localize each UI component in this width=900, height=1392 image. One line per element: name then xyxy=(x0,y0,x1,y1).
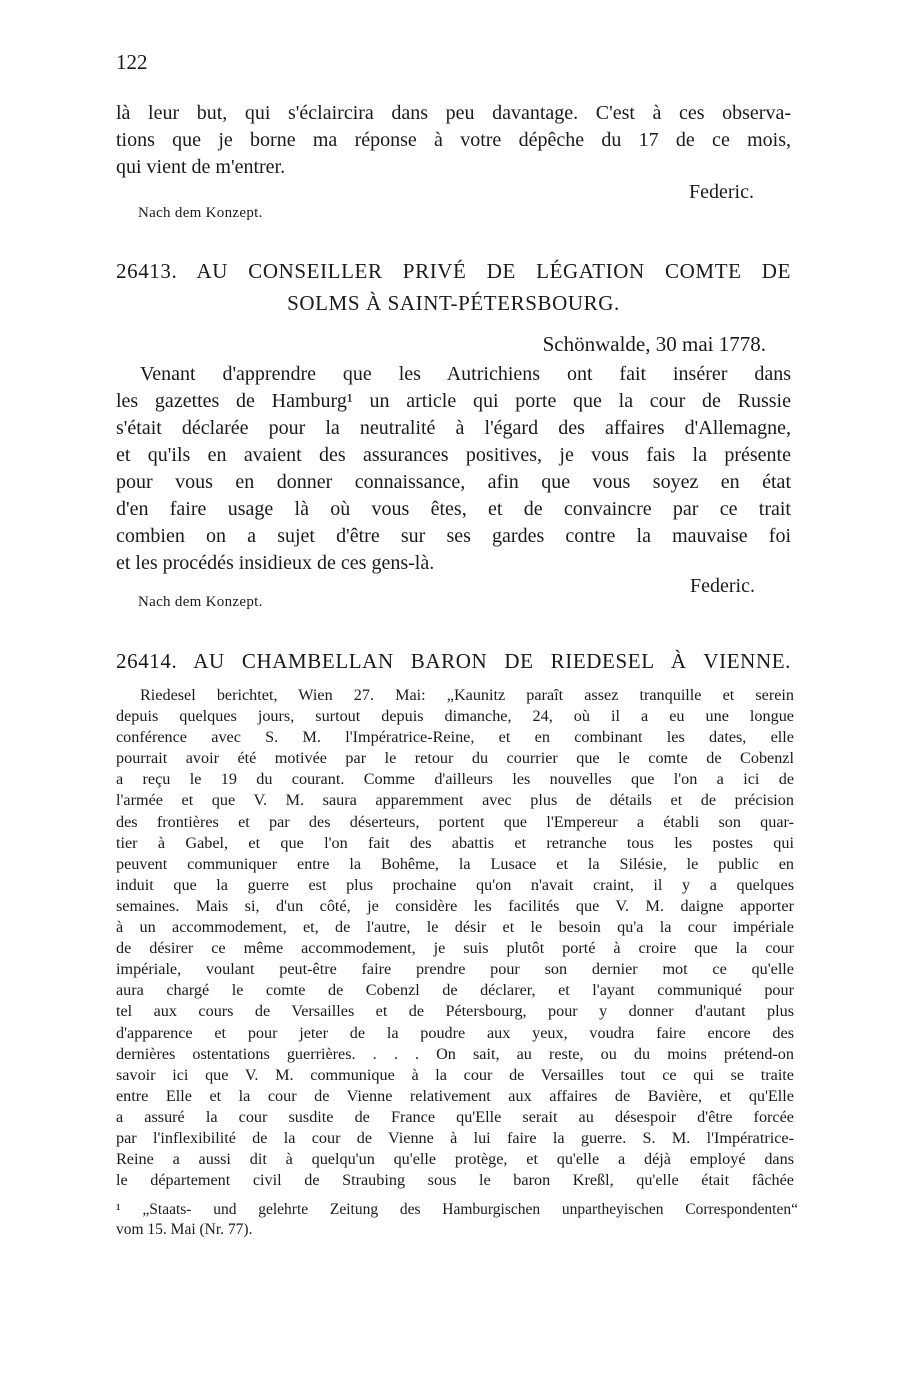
text-line: induit que la guerre est plus prochaine qu'on n'avait craint, il y a quelques xyxy=(116,875,794,894)
source-note: Nach dem Konzept. xyxy=(138,594,263,610)
signature: Federic. xyxy=(690,575,755,597)
report-excerpt xyxy=(116,685,794,1191)
text-line: a reçu le 19 du courant. Comme d'ailleurs les nouvelles que l'on a ici de xyxy=(116,770,794,789)
text-line: des frontières et par des déserteurs, portent que l'Empereur a établi son quar- xyxy=(116,812,794,831)
text-line: aura chargé le comte de Cobenzl de déclarer, et l'ayant communiqué pour xyxy=(116,981,794,1000)
text-line: d'en faire usage là où vous êtes, et de convaincre par ce trait xyxy=(116,498,791,520)
heading-line: 26414. AU CHAMBELLAN BARON DE RIEDESEL À VIENNE. xyxy=(116,649,791,673)
heading-line: SOLMS À SAINT-PÉTERSBOURG. xyxy=(287,291,620,315)
text-line: pourrait avoir été motivée par le retour du courrier que le comte de Cobenzl xyxy=(116,749,794,768)
text-line: combien on a sujet d'être sur ses gardes contre la mauvaise foi xyxy=(116,525,791,547)
text-line: depuis quelques jours, surtout depuis dimanche, 24, où il a eu une longue xyxy=(116,707,794,726)
text-line: semaines. Mais si, d'un côté, je considère les facilités que V. M. daigne apporter xyxy=(116,896,794,915)
text-line: Reine a aussi dit à quelqu'un qu'elle protège, et qu'elle a déjà employé dans xyxy=(116,1150,794,1169)
footnote xyxy=(116,1200,798,1240)
letter-heading xyxy=(116,255,791,319)
text-line: a assuré la cour susdite de France qu'Elle serait au désespoir d'être forcée xyxy=(116,1107,794,1126)
text-line: et qu'ils en avaient des assurances positives, je vous fais la présente xyxy=(116,444,791,466)
dateline: Schönwalde, 30 mai 1778. xyxy=(542,332,766,356)
continuation-paragraph xyxy=(116,100,791,181)
footnote-line: ¹ „Staats- und gelehrte Zeitung des Hamburgischen unpartheyischen Correspondenten“ xyxy=(116,1201,798,1218)
page-number: 122 xyxy=(116,50,148,74)
text-line: tier à Gabel, et que l'on fait des abattis et retranche tous les postes qui xyxy=(116,833,794,852)
text-line: entre Elle et la cour de Vienne relativement aux affaires de Bavière, et qu'Elle xyxy=(116,1086,794,1105)
text-line: impériale, voulant peut-être faire prendre pour son dernier mot ce qu'elle xyxy=(116,960,794,979)
text-line: conférence avec S. M. l'Impératrice-Reine, et en combinant les dates, elle xyxy=(116,728,794,747)
letter-heading xyxy=(116,645,791,677)
text-line: là leur but, qui s'éclaircira dans peu davantage. C'est à ces observa- xyxy=(116,102,791,124)
text-line: et les procédés insidieux de ces gens-là. xyxy=(116,552,435,574)
text-line: le département civil de Straubing sous le baron Kreßl, qu'elle était fâchée xyxy=(116,1171,794,1190)
source-note: Nach dem Konzept. xyxy=(138,205,263,221)
text-line: de désirer ce même accommodement, je suis plutôt porté à croire que la cour xyxy=(116,939,794,958)
text-line: par l'inflexibilité de la cour de Vienne à lui faire la guerre. S. M. l'Impératrice- xyxy=(116,1128,794,1147)
letter-body xyxy=(116,361,791,577)
heading-line: 26413. AU CONSEILLER PRIVÉ DE LÉGATION COMTE DE xyxy=(116,259,791,283)
signature: Federic. xyxy=(689,181,754,203)
footnote-line: vom 15. Mai (Nr. 77). xyxy=(116,1221,253,1238)
text-line: s'était déclarée pour la neutralité à l'égard des affaires d'Allemagne, xyxy=(116,417,791,439)
text-line: à un accommodement, et, de l'autre, le désir et le besoin qu'a la cour impériale xyxy=(116,918,794,937)
text-line: savoir ici que V. M. communique à la cour de Versailles tout ce qui se traite xyxy=(116,1065,794,1084)
text-line: pour vous en donner connaissance, afin que vous soyez en état xyxy=(116,471,791,493)
text-line: Riedesel berichtet, Wien 27. Mai: „Kaunitz paraît assez tranquille et serein xyxy=(140,686,794,704)
text-line: les gazettes de Hamburg¹ un article qui porte que la cour de Russie xyxy=(116,390,791,412)
text-line: tel aux cours de Versailles et de Pétersbourg, pour y donner d'autant plus xyxy=(116,1002,794,1021)
text-line: peuvent communiquer entre la Bohême, la Lusace et la Silésie, le public en xyxy=(116,854,794,873)
text-line: dernières ostentations guerrières. . . . On sait, au reste, ou du moins prétend-on xyxy=(116,1044,794,1063)
text-line: Venant d'apprendre que les Autrichiens ont fait insérer dans xyxy=(140,363,791,385)
text-line: l'armée et que V. M. saura apparemment avec plus de détails et de précision xyxy=(116,791,794,810)
text-line: tions que je borne ma réponse à votre dépêche du 17 de ce mois, xyxy=(116,129,791,151)
text-line: d'apparence et pour jeter de la poudre aux yeux, voudra faire encore des xyxy=(116,1023,794,1042)
text-line: qui vient de m'entrer. xyxy=(116,156,286,178)
